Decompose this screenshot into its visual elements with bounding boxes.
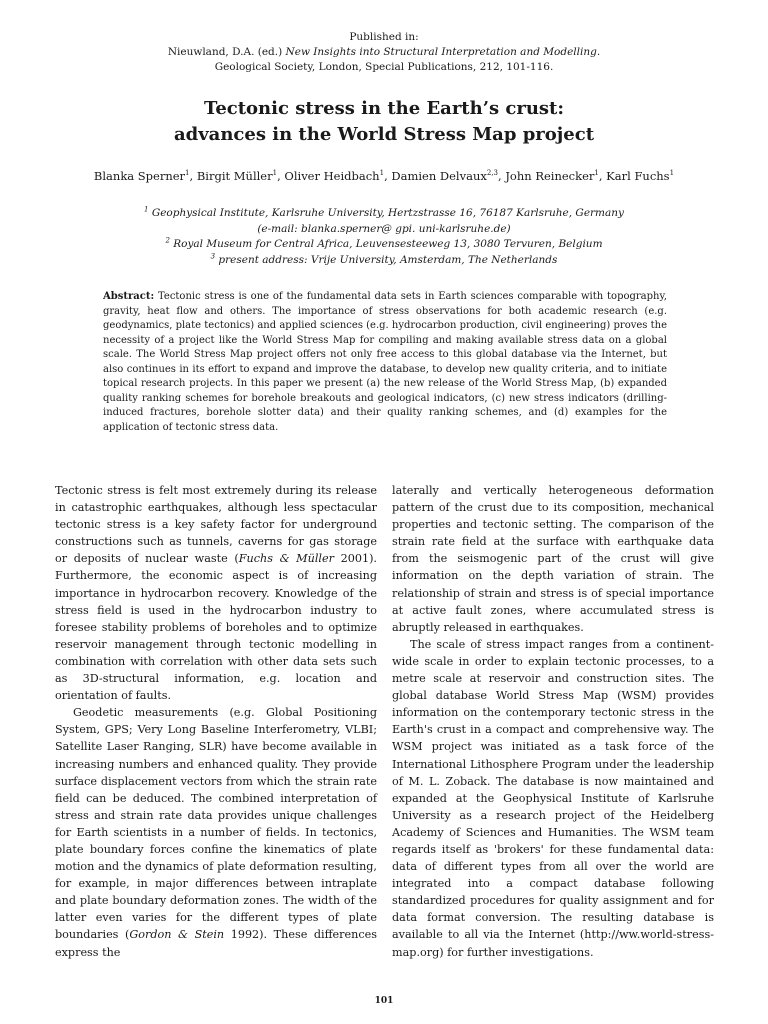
publication-header — [0, 30, 768, 75]
citation: Fuchs & Müller — [238, 552, 334, 566]
book-title: New Insights into Structural Interpretation and Modelling. — [285, 46, 601, 58]
page-number: 101 — [374, 996, 394, 1006]
author: Blanka Sperner$^1$ — [93, 169, 190, 183]
series-reference: Geological Society, London, Special Publications, 212, 101-116. — [214, 61, 554, 73]
published-in-label: Published in: — [349, 31, 419, 43]
affiliation-email: (e-mail: blanka.sperner@ gpi. uni-karlsruhe.de) — [257, 222, 511, 235]
paragraph: laterally and vertically heterogeneous deformation pattern of the crust due to its composition, mechanical properties and tectonic setting. The comparison of the strain rate field at the surface with earthquake data from the seismogenic part of the crust will give information on the depth variation of strain. The relationship of strain and stress is of special importance at active fault zones, where accumulated stress is abruptly released in earthquakes. — [392, 484, 714, 634]
author: Birgit Müller$^1$ — [196, 169, 278, 183]
left-column — [55, 482, 377, 961]
author: Oliver Heidbach$^1$ — [284, 169, 385, 183]
affiliation: $^3$ present address: Vrije University, Amsterdam, The Netherlands — [210, 252, 558, 266]
title-line-1: Tectonic stress in the Earth’s crust: — [204, 98, 564, 119]
paragraph: Tectonic stress is felt most extremely during its release in catastrophic earthquakes, although less spectacular tectonic stress is a key safety factor for underground constructions such as tunnels, caverns for gas storage or deposits of nuclear waste (Fuchs & Müller 2001). Furthermore, the economic aspect is of increasing importance in hydrocarbon recovery. Knowledge of the stress field is used in the hydrocarbon industry to foresee stability problems of boreholes and to optimize reservoir management through tectonic modelling in combination with correlation with other data sets such as 3D-structural information, e.g. location and orientation of faults. — [55, 484, 377, 703]
paper-title — [0, 96, 768, 148]
affiliation: $^1$ Geophysical Institute, Karlsruhe University, Hertzstrasse 16, 76187 Karlsruhe, Germany — [144, 205, 624, 219]
abstract-label: Abstract: — [103, 291, 155, 302]
author: Karl Fuchs$^1$ — [606, 169, 675, 183]
abstract-text: Tectonic stress is one of the fundamental data sets in Earth sciences comparable with topography, gravity, heat flow and others. The importance of stress observations for both academic research (e.g. geodynamics, plate tectonics) and applied sciences (e.g. hydrocarbon production, civil engineering) proves the necessity of a project like the World Stress Map for compiling and making available stress data on a global scale. The World Stress Map project offers not only free access to this global database via the Internet, but also continues in its effort to expand and improve the database, to develop new quality criteria, and to initiate topical research projects. In this paper we present (a) the new release of the World Stress Map, (b) expanded quality ranking schemes for borehole breakouts and geological indicators, (c) new stress indicators (drilling-induced fractures, borehole slotter data) and their quality ranking schemes, and (d) examples for the application of tectonic stress data. — [103, 291, 667, 433]
abstract — [103, 290, 667, 435]
author: John Reinecker$^1$ — [505, 169, 599, 183]
title-line-2: advances in the World Stress Map project — [173, 124, 595, 145]
right-column — [392, 482, 714, 961]
paragraph: Geodetic measurements (e.g. Global Positioning System, GPS; Very Long Baseline Interferometry, VLBI; Satellite Laser Ranging, SLR) have become available in increasing numbers and enhanced quality. They provide surface displacement vectors from which the strain rate field can be deduced. The combined interpretation of stress and strain rate data provides unique challenges for Earth scientists in a number of fields. In tectonics, plate boundary forces confine the kinematics of plate motion and the dynamics of plate deformation resulting, for example, in major differences between intraplate and plate boundary deformation zones. The width of the latter even varies for the different types of plate boundaries (Gordon & Stein 1992). These differences express the — [55, 706, 377, 959]
paragraph: The scale of stress impact ranges from a continent-wide scale in order to explain tectonic processes, to a metre scale at reservoir and construction sites. The global database World Stress Map (WSM) provides information on the contemporary tectonic stress in the Earth's crust in a compact and comprehensive way. The WSM project was initiated as a task force of the International Lithosphere Program under the leadership of M. L. Zoback. The database is now maintained and expanded at the Geophysical Institute of Karlsruhe University as a research project of the Heidelberg Academy of Sciences and Humanities. The WSM team regards itself as 'brokers' for these fundamental data: data of different types from all over the world are integrated into a compact database following standardized procedures for quality assignment and for data format conversion. The resulting database is available to all via the Internet (http://ww.world-stress-map.org) for further investigations. — [392, 637, 714, 959]
affiliation-list — [0, 206, 768, 268]
affiliation: $^2$ Royal Museum for Central Africa, Leuvensesteeweg 13, 3080 Tervuren, Belgium — [165, 236, 603, 250]
book-reference — [0, 45, 768, 60]
editor-text: Nieuwland, D.A. (ed.) — [167, 46, 286, 58]
citation: Gordon & Stein — [129, 928, 225, 942]
author-list: Blanka Sperner$^1$, Birgit Müller$^1$, Oliver Heidbach$^1$, Damien Delvaux$^{2,3}$, John Reinecker$^1$, Karl Fuchs$^1$ — [93, 169, 675, 183]
author: Damien Delvaux$^{2,3}$ — [391, 169, 498, 183]
